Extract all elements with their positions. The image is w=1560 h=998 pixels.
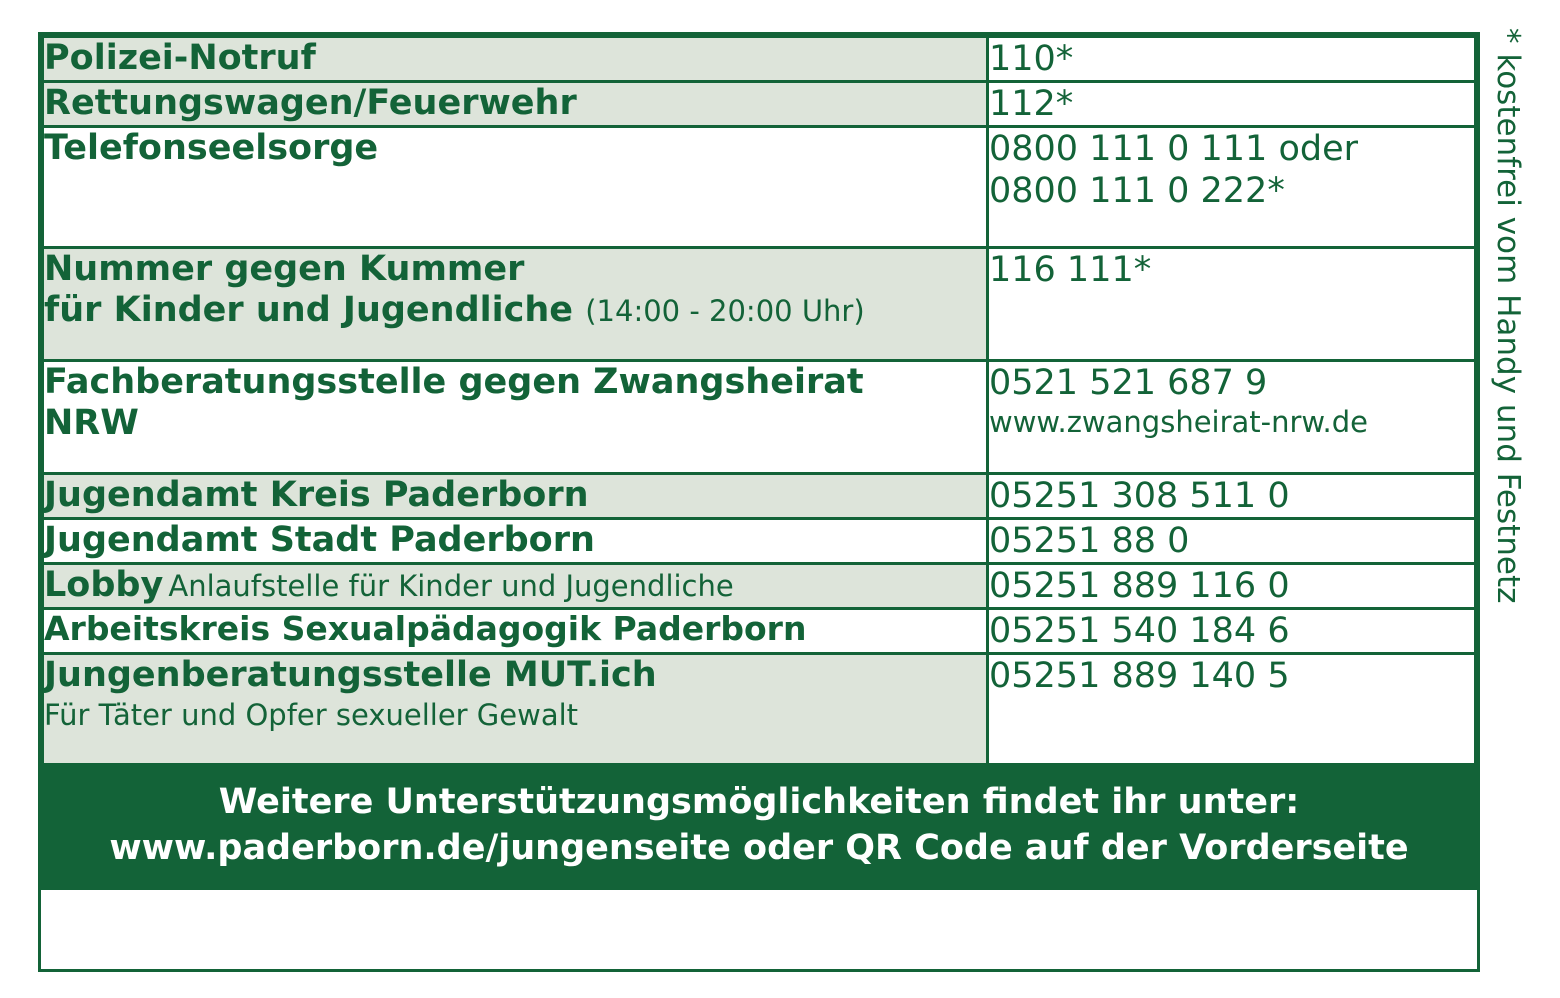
- row-label-cell: [43, 82, 988, 127]
- row-value: 0800 111 0 111 oder: [989, 129, 1359, 169]
- row-label: Telefonseelsorge: [44, 128, 379, 168]
- row-value-cell: [988, 127, 1476, 248]
- row-value-website: www.zwangsheirat-nrw.de: [989, 405, 1368, 439]
- row-label-cell: [43, 37, 988, 82]
- table-row: [43, 37, 1476, 82]
- footer-banner: [44, 766, 1474, 887]
- row-value: 05251 540 184 6: [989, 611, 1290, 651]
- table-row: [43, 564, 1476, 609]
- table-row: [43, 654, 1476, 765]
- row-value: 05251 889 116 0: [989, 566, 1290, 606]
- row-value-cell: [988, 361, 1476, 474]
- row-value-cell: [988, 564, 1476, 609]
- row-label: Fachberatungsstelle gegen Zwangsheirat: [44, 362, 864, 402]
- footer-line-1: Weitere Unterstützungsmöglichkeiten findet ihr unter:: [218, 782, 1300, 822]
- row-label-line2: für Kinder und Jugendliche (14:00 - 20:00 Uhr): [44, 290, 865, 331]
- footer-line-2: www.paderborn.de/jungenseite oder QR Code auf der Vorderseite: [109, 827, 1409, 868]
- row-label-cell: [43, 361, 988, 474]
- row-value-cell: [988, 82, 1476, 127]
- footer-cell: [43, 765, 1476, 889]
- row-label-line2: NRW: [44, 403, 139, 444]
- row-value: 0521 521 687 9: [989, 363, 1268, 403]
- row-label-cell: [43, 474, 988, 519]
- row-label-cell: [43, 519, 988, 564]
- row-value: 112*: [989, 84, 1074, 124]
- row-value-cell: [988, 474, 1476, 519]
- contacts-table: [41, 35, 1477, 890]
- row-label: Lobby: [44, 565, 164, 605]
- table-row: [43, 609, 1476, 654]
- table-row: [43, 474, 1476, 519]
- row-label-note: Anlaufstelle für Kinder und Jugendliche: [168, 569, 734, 603]
- row-label: Arbeitskreis Sexualpädagogik Paderborn: [44, 609, 807, 648]
- table-row: [43, 361, 1476, 474]
- footer-row: [43, 765, 1476, 889]
- row-value: 05251 88 0: [989, 521, 1190, 561]
- row-label-subtitle: Für Täter und Opfer sexueller Gewalt: [44, 698, 579, 733]
- emergency-contacts-card: [38, 32, 1480, 972]
- row-label-cell: [43, 654, 988, 765]
- row-label-cell: [43, 564, 988, 609]
- row-label: Jugendamt Stadt Paderborn: [44, 520, 595, 560]
- row-value-cell: [988, 248, 1476, 361]
- row-label: Rettungswagen/Feuerwehr: [44, 83, 577, 123]
- row-value-cell: [988, 37, 1476, 82]
- table-row: [43, 519, 1476, 564]
- row-label: Jugendamt Kreis Paderborn: [44, 475, 589, 515]
- row-label: Polizei-Notruf: [44, 38, 316, 78]
- row-label-note: (14:00 - 20:00 Uhr): [585, 294, 865, 329]
- row-value-cell: [988, 609, 1476, 654]
- row-label: Jungenberatungsstelle MUT.ich: [44, 655, 657, 695]
- row-value: 110*: [989, 39, 1074, 79]
- footnote-vertical: [1492, 28, 1552, 748]
- row-value: 116 111*: [989, 250, 1152, 290]
- row-label-cell: [43, 609, 988, 654]
- row-label-cell: [43, 127, 988, 248]
- table-row: [43, 248, 1476, 361]
- row-value: 05251 889 140 5: [989, 656, 1290, 696]
- row-label: Nummer gegen Kummer: [44, 249, 525, 289]
- row-value-cell: [988, 654, 1476, 765]
- row-label-cell: [43, 248, 988, 361]
- footnote-text: * kostenfrei vom Handy und Festnetz: [1490, 28, 1526, 604]
- row-value-cell: [988, 519, 1476, 564]
- row-value: 05251 308 511 0: [989, 476, 1290, 516]
- table-row: [43, 127, 1476, 248]
- row-value-secondary: 0800 111 0 222*: [989, 171, 1285, 211]
- table-row: [43, 82, 1476, 127]
